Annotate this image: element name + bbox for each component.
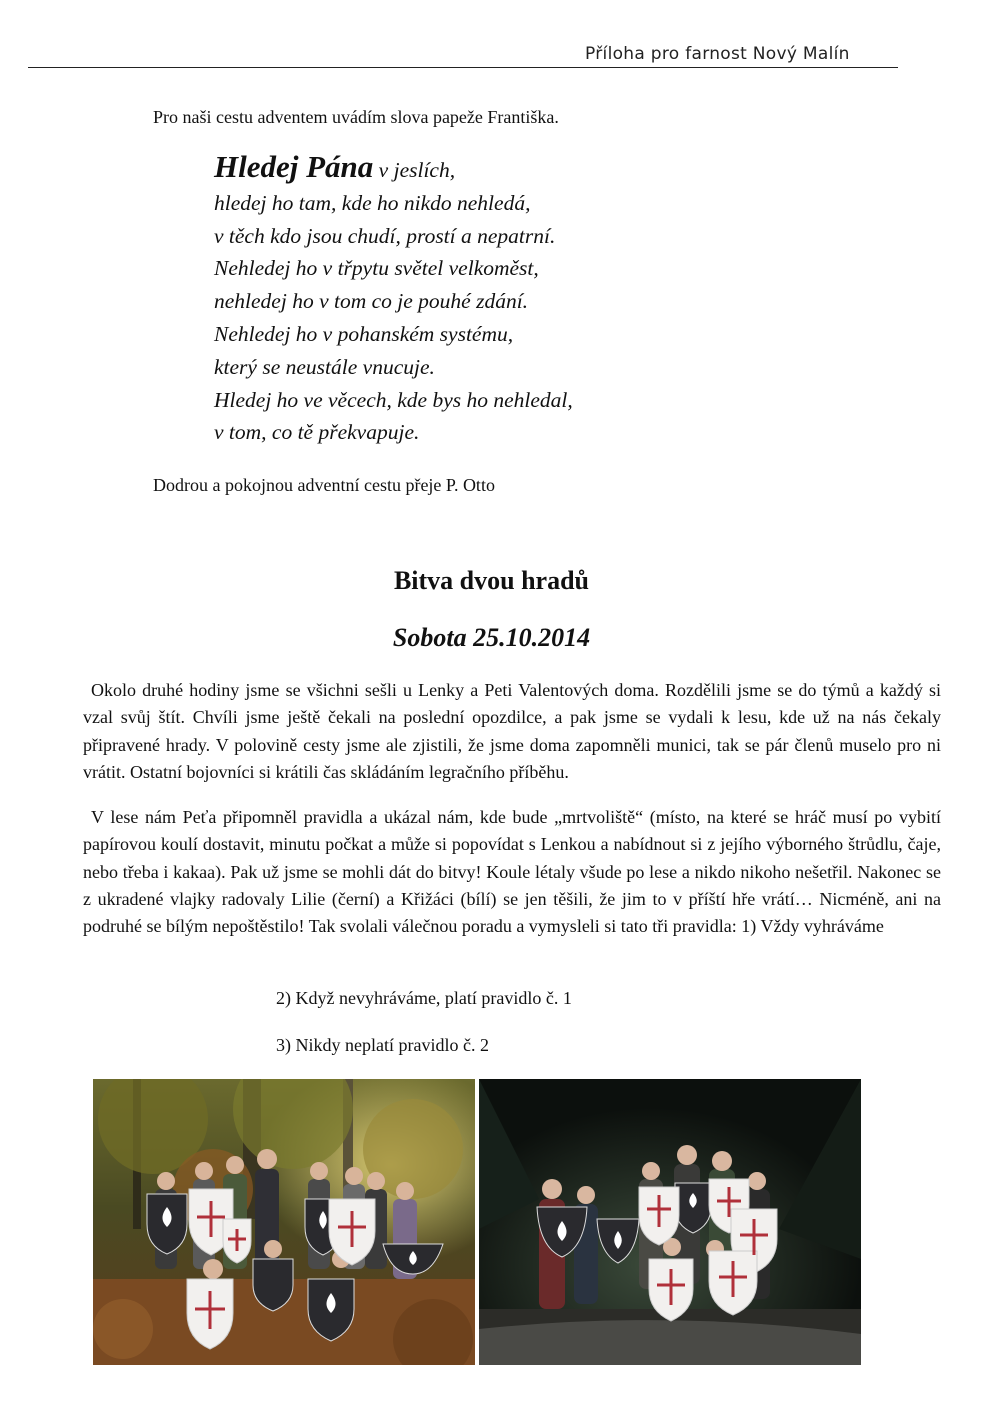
article-paragraph: Okolo druhé hodiny jsme se všichni sešli u Lenky a Peti Valentových doma. Rozdělili jsme se do týmů a každý si vzal svůj štít. Chvíli jsme ještě čekali na poslední opozdilce, a pak jsme se vydali k lesu, kde už na nás čekaly připravené hrady. V polovině cesty jsme ale zjistili, že jsme doma zapomněli munici, tak se pár členů muselo pro ni vrátit. Ostatní bojovníci si krátili čas skládáním legračního příběhu.: [83, 680, 941, 782]
poem: [214, 151, 573, 449]
rule-item: 2) Když nevyhráváme, platí pravidlo č. 1: [276, 988, 572, 1008]
poem-first-rest: v jeslích,: [378, 158, 456, 182]
poem-line: Nehledej ho v pohanském systému,: [214, 321, 514, 346]
article-paragraph: V lese nám Peťa připomněl pravidla a ukázal nám, kde bude „mrtvoliště“ (místo, na které se hráč musí po vybití papírovou koulí dostavit, minutu počkat a může si popovídat s Lenkou a nabídnout si z jejího výborného štrůdlu, čaje, nebo třeba i kakaa). Pak už jsme se mohli dát do bitvy! Koule létaly všude po lese a nikdo nikoho nešetřil. Nakonec se z ukradené vlajky radovaly Lilie (černí) a Křižáci (bílí) se jen těšili, že jim to v příští hře vrátí… Nicméně, ani na podruhé se bílým nepoštěstilo! Tak svolali válečnou poradu a vymysleli si tato tři pravidla: 1) Vždy vyhráváme: [83, 807, 941, 937]
article-date: Sobota 25.10.2014: [392, 623, 591, 652]
poem-line: který se neustále vnucuje.: [214, 354, 435, 379]
poem-line: Nehledej ho v třpytu světel velkoměst,: [214, 256, 539, 281]
header-divider: [28, 67, 898, 68]
header-title: Příloha pro farnost Nový Malín: [585, 44, 850, 64]
poem-first-line: [214, 151, 573, 187]
photo-forest-day-image: [93, 1079, 475, 1365]
signature: Dodrou a pokojnou adventní cestu přeje P. Otto: [153, 475, 495, 495]
poem-first-big: Hledej Pána: [214, 149, 374, 184]
poem-line: v tom, co tě překvapuje.: [214, 420, 420, 445]
poem-line: Hledej ho ve věcech, kde bys ho nehledal,: [214, 387, 573, 412]
photo-forest-day: [93, 1079, 475, 1365]
poem-line: nehledej ho v tom co je pouhé zdání.: [214, 289, 529, 314]
poem-line: hledej ho tam, kde ho nikdo nehledá,: [214, 190, 531, 215]
photo-forest-night-image: [479, 1079, 861, 1365]
intro-text: Pro naši cestu adventem uvádím slova papeže Františka.: [153, 107, 559, 127]
poem-line: v těch kdo jsou chudí, prostí a nepatrní.: [214, 223, 556, 248]
photo-forest-night: [479, 1079, 861, 1365]
rule-item: 3) Nikdy neplatí pravidlo č. 2: [276, 1035, 489, 1055]
article-title: Bitva dvou hradů: [393, 566, 590, 595]
